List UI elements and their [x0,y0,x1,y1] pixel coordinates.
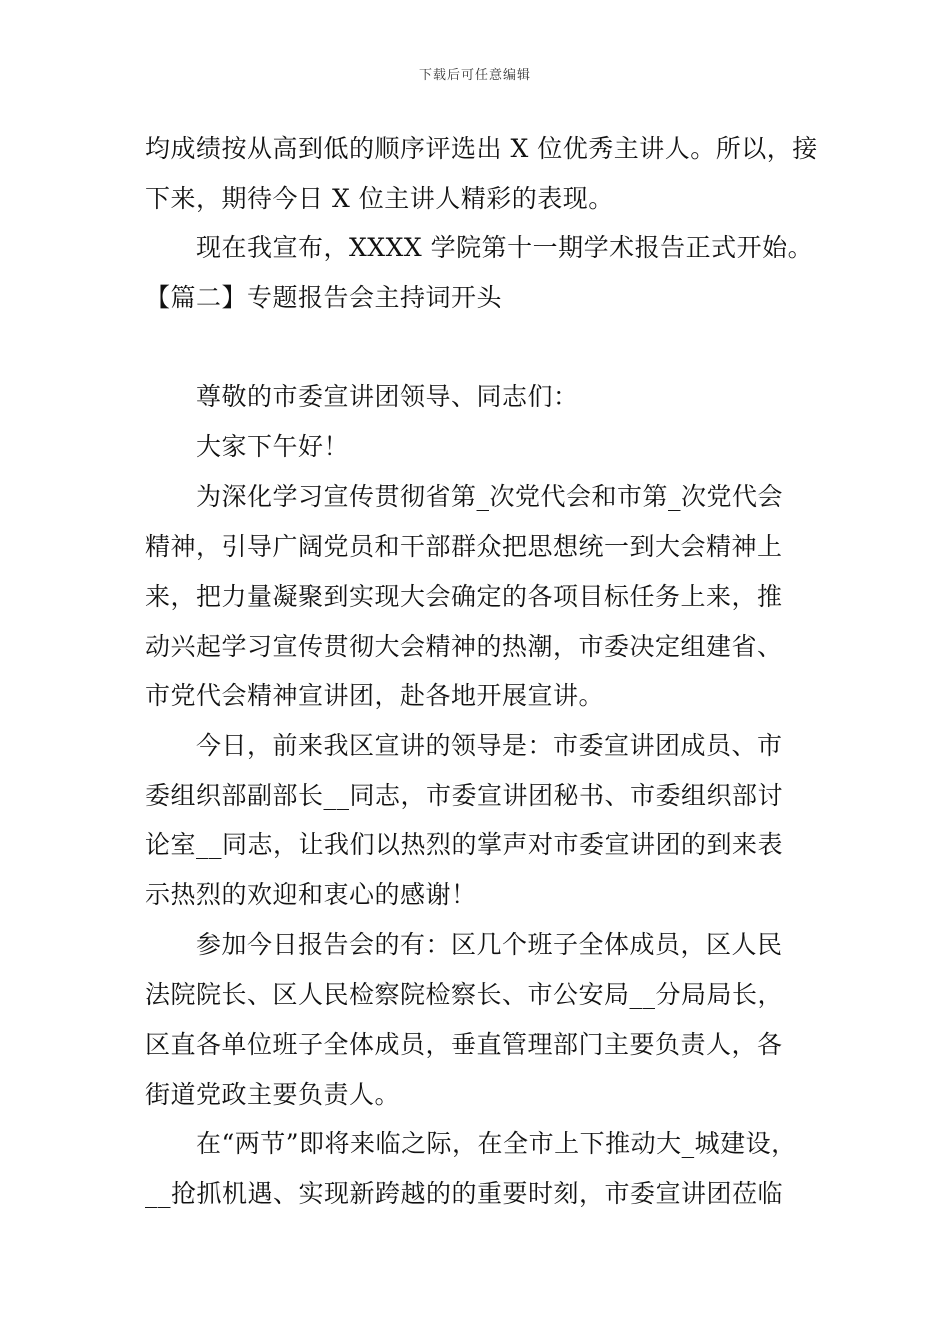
body-line: 论室__同志，让我们以热烈的掌声对市委宣讲团的到来表 [145,830,784,859]
body-line: 现在我宣布，XXXX 学院第十一期学术报告正式开始。 [196,233,814,262]
body-line: 参加今日报告会的有：区几个班子全体成员，区人民 [196,930,783,959]
body-line: 今日，前来我区宣讲的领导是：市委宣讲团成员、市 [196,731,783,760]
body-line: __抢抓机遇、实现新跨越的的重要时刻，市委宣讲团莅临 [145,1179,784,1208]
body-line: 均成绩按从高到低的顺序评选出 X 位优秀主讲人。所以，接 [145,134,818,163]
body-line: 区直各单位班子全体成员，垂直管理部门主要负责人，各 [145,1030,783,1059]
body-line: 动兴起学习宣传贯彻大会精神的热潮，市委决定组建省、 [145,632,783,661]
body-line: 法院院长、区人民检察院检察长、市公安局__分局局长， [145,980,784,1009]
body-line: 委组织部副部长__同志，市委宣讲团秘书、市委组织部讨 [145,781,784,810]
page-header: 下载后可任意编辑 [418,68,531,83]
body-line: 来，把力量凝聚到实现大会确定的各项目标任务上来，推 [145,582,783,611]
body-line: 为深化学习宣传贯彻省第_次党代会和市第_次党代会 [196,482,784,511]
section-heading: 【篇二】专题报告会主持词开头 [145,283,503,312]
body-line: 下来，期待今日 X 位主讲人精彩的表现。 [145,184,614,213]
body-line: 在“两节”即将来临之际，在全市上下推动大_城建设， [196,1129,797,1158]
body-line: 示热烈的欢迎和衷心的感谢！ [145,880,477,909]
body-line: 市党代会精神宣讲团，赴各地开展宣讲。 [145,681,605,710]
salutation: 尊敬的市委宣讲团领导、同志们： [196,382,579,411]
body-line: 精神，引导广阔党员和干部群众把思想统一到大会精神上 [145,532,783,561]
greeting: 大家下午好！ [196,432,350,461]
body-line: 街道党政主要负责人。 [145,1080,401,1109]
